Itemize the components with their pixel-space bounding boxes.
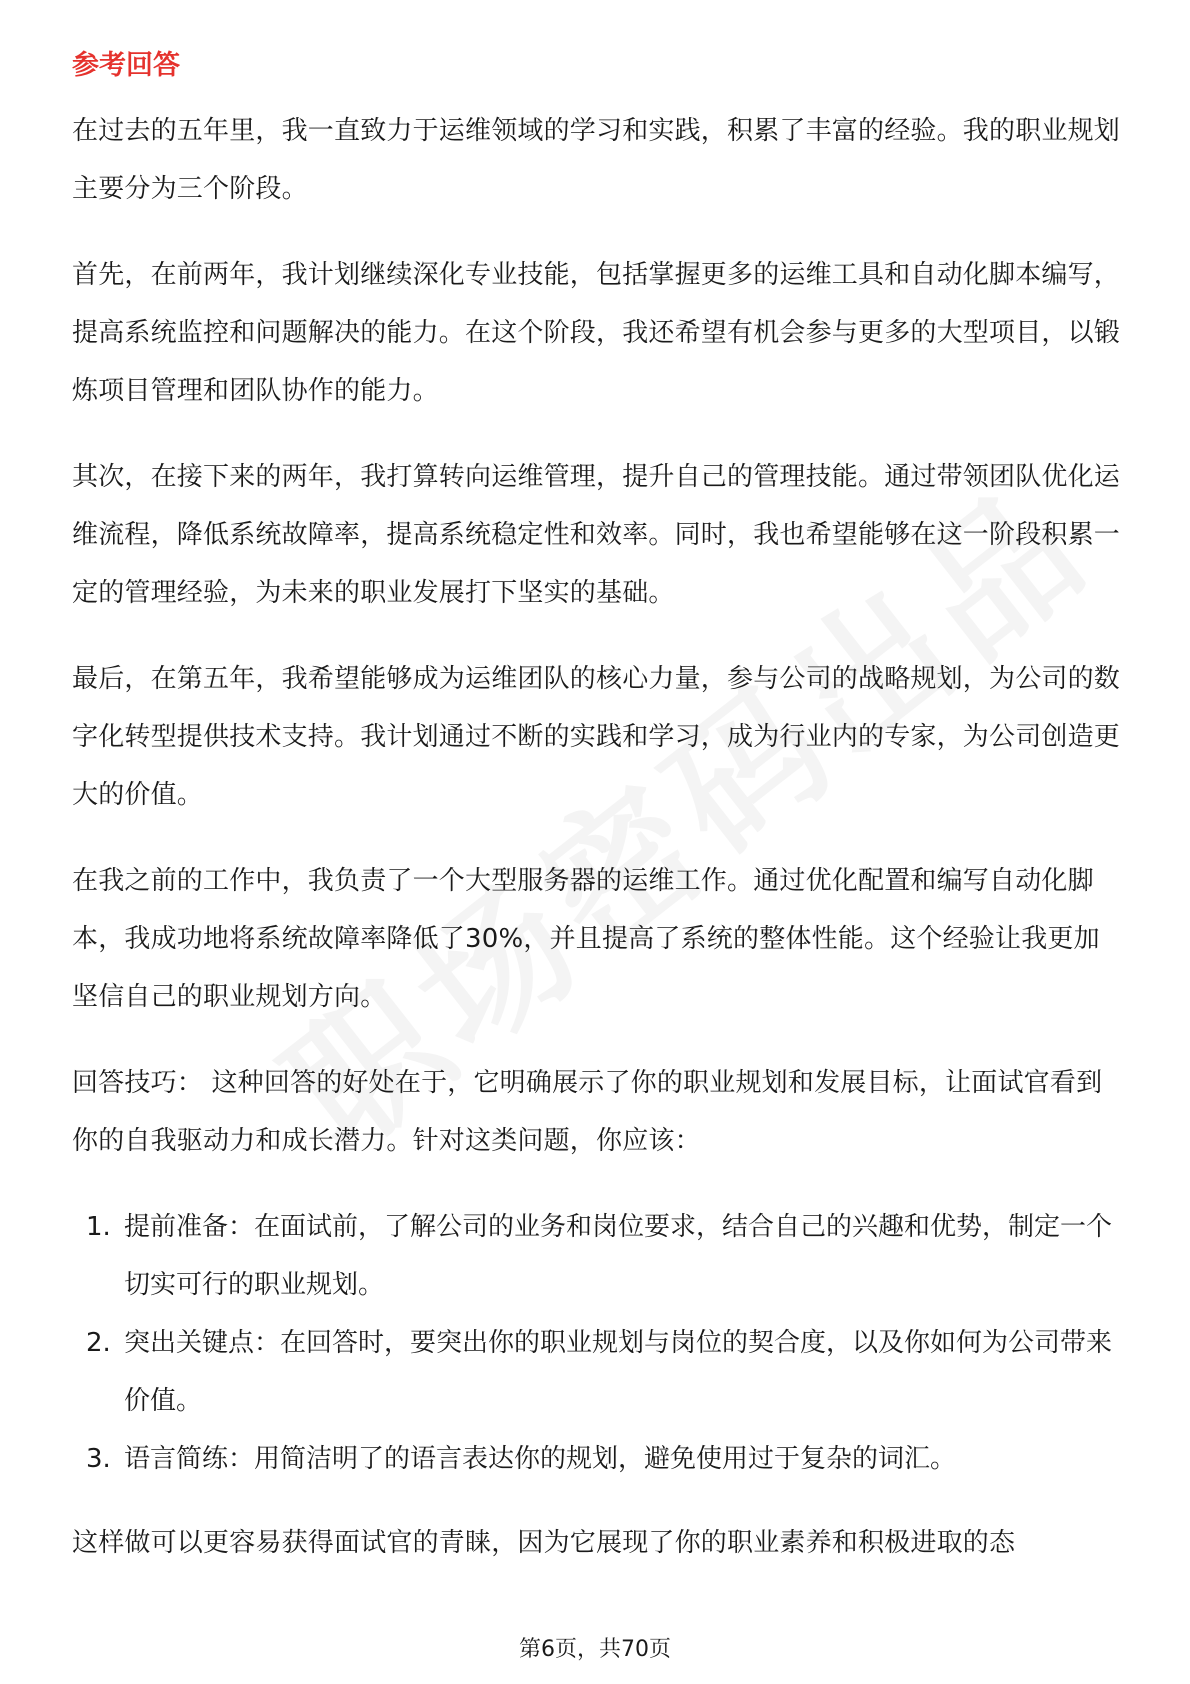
list-item	[72, 1198, 1124, 1314]
list-item-text: 突出关键点：在回答时，要突出你的职业规划与岗位的契合度，以及你如何为公司带来价值。	[124, 1328, 1113, 1416]
document-content	[72, 46, 1124, 1600]
paragraph-tips: 回答技巧： 这种回答的好处在于，它明确展示了你的职业规划和发展目标，让面试官看到你的自我驱动力和成长潜力。针对这类问题，你应该：	[72, 1068, 1103, 1156]
list-item-text: 语言简练：用简洁明了的语言表达你的规划，避免使用过于复杂的词汇。	[124, 1444, 957, 1474]
paragraph-intro: 在过去的五年里，我一直致力于运维领域的学习和实践，积累了丰富的经验。我的职业规划主要分为三个阶段。	[72, 116, 1121, 204]
section-heading: 参考回答	[72, 50, 180, 81]
paragraph-stage-two: 其次，在接下来的两年，我打算转向运维管理，提升自己的管理技能。通过带领团队优化运维流程，降低系统故障率，提高系统稳定性和效率。同时，我也希望能够在这一阶段积累一定的管理经验，为未来的职业发展打下坚实的基础。	[72, 462, 1121, 608]
list-item	[72, 1430, 1124, 1488]
paragraph-stage-three: 最后，在第五年，我希望能够成为运维团队的核心力量，参与公司的战略规划，为公司的数字化转型提供技术支持。我计划通过不断的实践和学习，成为行业内的专家，为公司创造更大的价值。	[72, 664, 1121, 810]
paragraph-stage-one: 首先，在前两年，我计划继续深化专业技能，包括掌握更多的运维工具和自动化脚本编写，提高系统监控和问题解决的能力。在这个阶段，我还希望有机会参与更多的大型项目，以锻炼项目管理和团队协作的能力。	[72, 260, 1121, 406]
paragraph-closing: 这样做可以更容易获得面试官的青睐，因为它展现了你的职业素养和积极进取的态	[72, 1528, 1016, 1558]
list-item	[72, 1314, 1124, 1430]
list-item-number: 1.	[86, 1212, 111, 1242]
list-item-number: 2.	[86, 1328, 111, 1358]
list-item-text: 提前准备：在面试前，了解公司的业务和岗位要求，结合自己的兴趣和优势，制定一个切实可行的职业规划。	[124, 1212, 1113, 1300]
page-number-footer: 第6页，共70页	[519, 1637, 671, 1662]
list-item-number: 3.	[86, 1444, 111, 1474]
paragraph-experience: 在我之前的工作中，我负责了一个大型服务器的运维工作。通过优化配置和编写自动化脚本，我成功地将系统故障率降低了30%，并且提高了系统的整体性能。这个经验让我更加坚信自己的职业规划方向。	[72, 866, 1100, 1012]
tips-list	[72, 1198, 1124, 1488]
